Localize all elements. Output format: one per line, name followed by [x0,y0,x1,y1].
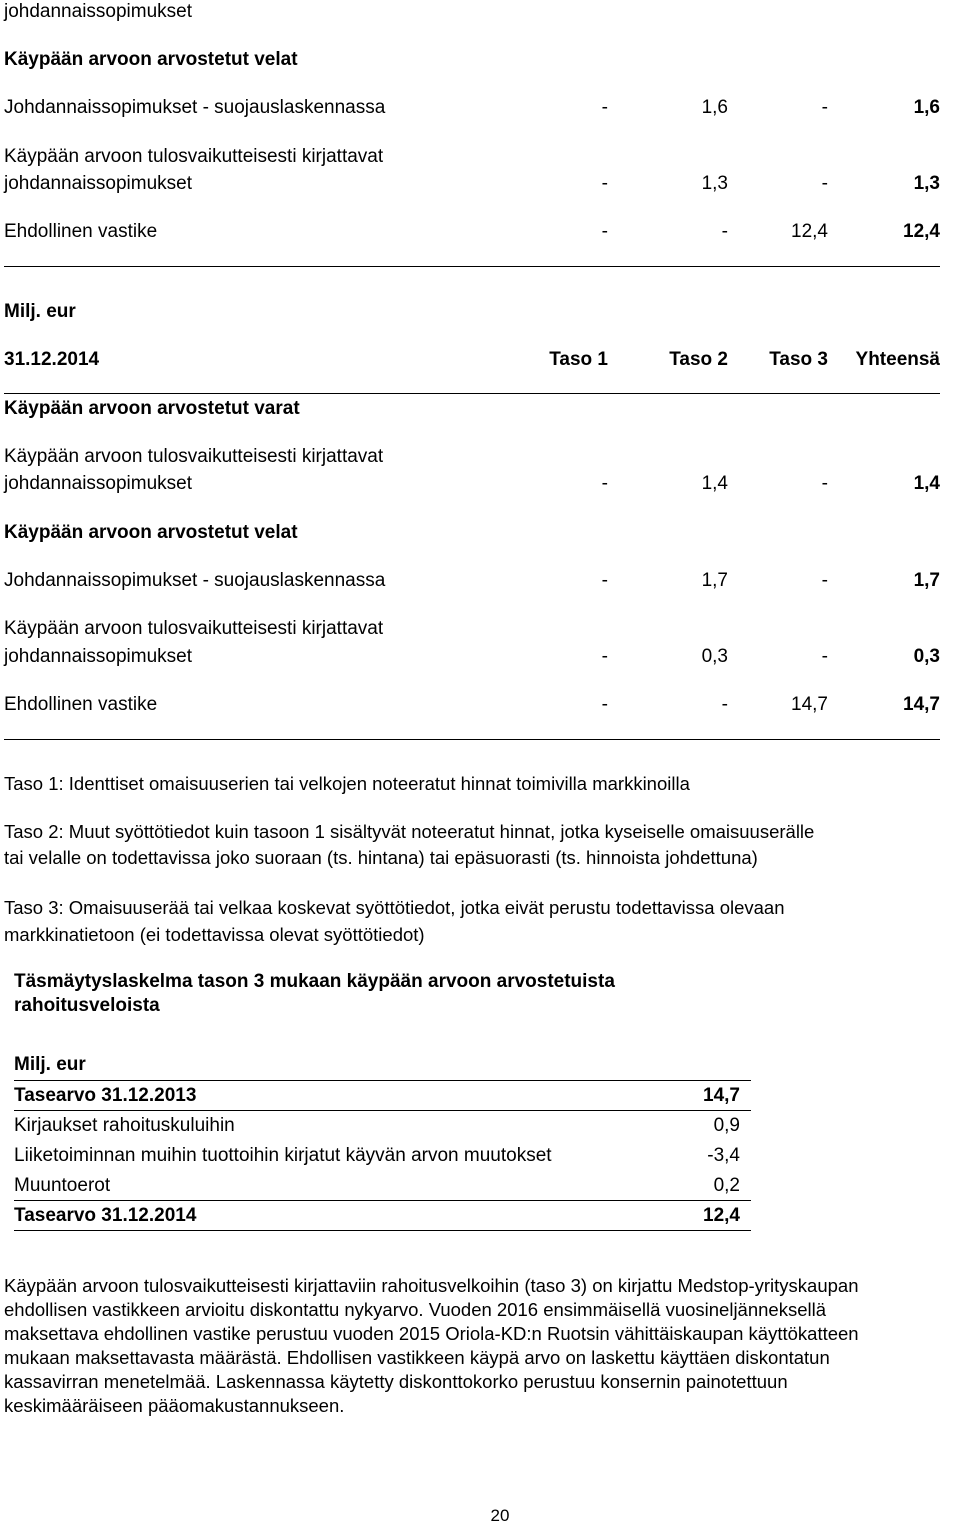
section-heading-assets: Käypään arvoon arvostetut varat [4,398,300,419]
paragraph-line: keskimääräiseen pääomakustannukseen. [4,1395,345,1416]
cell-total: 1,7 [913,570,940,591]
table-divider [14,1110,751,1111]
row-label: Johdannaissopimukset - suojauslaskennassa [4,570,386,591]
row-label: Käypään arvoon tulosvaikutteisesti kirjattavat [4,446,384,467]
cell-taso3: - [821,173,828,194]
row-label-continuation: johdannaissopimukset [4,1,193,22]
section-heading-liabilities: Käypään arvoon arvostetut velat [4,49,298,70]
paragraph-line: mukaan maksettavasta määrästä. Ehdollisen vastikkeen käypä arvo on laskettu käyttäen diskontatun [4,1347,830,1368]
cell-total: 0,3 [913,646,940,667]
reconciliation-title-cont: rahoitusveloista [14,995,160,1016]
table-date: 31.12.2014 [4,349,100,370]
row-label-cont: johdannaissopimukset [4,473,193,494]
row-label: Tasearvo 31.12.2013 [14,1085,197,1106]
cell-taso2: - [721,221,728,242]
reconciliation-title: Täsmäytyslaskelma tason 3 mukaan käypään arvoon arvostetuista [14,971,615,992]
note-taso3: Taso 3: Omaisuuserää tai velkaa koskevat syöttötiedot, jotka eivät perustu todettavissa olevaan [4,897,785,918]
row-label: Ehdollinen vastike [4,694,158,715]
row-label: Käypään arvoon tulosvaikutteisesti kirjattavat [4,618,384,639]
row-label-cont: johdannaissopimukset [4,646,193,667]
header-taso1: Taso 1 [549,349,608,370]
cell-total: 1,4 [913,473,940,494]
table-divider [14,1200,751,1201]
cell-taso2: 0,3 [701,646,728,667]
cell-total: 14,7 [903,694,940,715]
unit-label: Milj. eur [4,301,76,322]
table-divider [4,266,940,267]
row-label: Liiketoiminnan muihin tuottoihin kirjatut käyvän arvon muutokset [14,1145,552,1166]
cell-taso3: - [821,570,828,591]
cell-taso2: 1,6 [701,97,728,118]
note-taso2: Taso 2: Muut syöttötiedot kuin tasoon 1 sisältyvät noteeratut hinnat, jotka kyseiselle omaisuuserälle [4,821,815,842]
paragraph-line: maksettava ehdollinen vastike perustuu vuoden 2015 Oriola-KD:n Ruotsin vähittäiskaupan käyttökatteen [4,1323,859,1344]
cell-taso3: 12,4 [791,221,828,242]
row-label-cont: johdannaissopimukset [4,173,193,194]
cell-taso1: - [601,173,608,194]
row-value: 14,7 [703,1085,740,1106]
cell-taso2: 1,4 [701,473,728,494]
table-divider [14,1230,751,1231]
note-taso3-cont: markkinatietoon (ei todettavissa olevat syöttötiedot) [4,924,425,945]
row-label: Tasearvo 31.12.2014 [14,1205,197,1226]
table-divider [4,739,940,740]
cell-taso1: - [601,694,608,715]
cell-taso1: - [601,646,608,667]
header-total: Yhteensä [855,349,940,370]
cell-total: 12,4 [903,221,940,242]
cell-taso3: - [821,473,828,494]
cell-taso2: - [721,694,728,715]
reconciliation-unit: Milj. eur [14,1054,86,1075]
row-value: -3,4 [707,1145,740,1166]
paragraph-line: kassavirran menetelmää. Laskennassa käytetty diskonttokorko perustuu konsernin painotettuun [4,1371,788,1392]
paragraph-line: Käypään arvoon tulosvaikutteisesti kirjattaviin rahoitusvelkoihin (taso 3) on kirjattu Medstop-yrityskaupan [4,1275,859,1296]
cell-taso1: - [601,473,608,494]
cell-total: 1,3 [913,173,940,194]
row-value: 0,9 [713,1115,740,1136]
cell-taso1: - [601,221,608,242]
row-label: Johdannaissopimukset - suojauslaskennassa [4,97,386,118]
cell-taso1: - [601,570,608,591]
cell-taso3: 14,7 [791,694,828,715]
cell-taso2: 1,7 [701,570,728,591]
page-number: 20 [490,1506,510,1525]
section-heading-liabilities: Käypään arvoon arvostetut velat [4,522,298,543]
header-taso3: Taso 3 [769,349,828,370]
row-value: 0,2 [713,1175,740,1196]
cell-taso3: - [821,97,828,118]
cell-taso1: - [601,97,608,118]
row-label: Muuntoerot [14,1175,111,1196]
cell-taso3: - [821,646,828,667]
row-label: Kirjaukset rahoituskuluihin [14,1115,235,1136]
note-taso2-cont: tai velalle on todettavissa joko suoraan (ts. hintana) tai epäsuorasti (ts. hinnoista johdettuna) [4,847,758,868]
header-taso2: Taso 2 [669,349,728,370]
row-label: Käypään arvoon tulosvaikutteisesti kirjattavat [4,146,384,167]
table-divider [14,1080,751,1081]
paragraph-line: ehdollisen vastikkeen arvioitu diskontattu nykyarvo. Vuoden 2016 ensimmäisellä vuosineljänneksellä [4,1299,827,1320]
row-value: 12,4 [703,1205,740,1226]
table-divider [4,393,940,394]
cell-total: 1,6 [913,97,940,118]
note-taso1: Taso 1: Identtiset omaisuuserien tai velkojen noteeratut hinnat toimivilla markkinoilla [4,773,690,794]
row-label: Ehdollinen vastike [4,221,158,242]
cell-taso2: 1,3 [701,173,728,194]
